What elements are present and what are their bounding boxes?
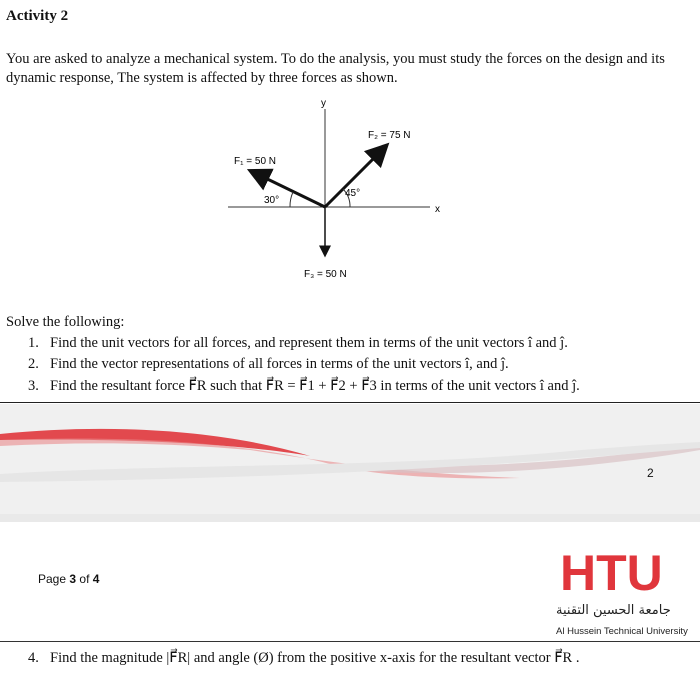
page-current: 3	[69, 572, 77, 586]
divider-line	[0, 641, 700, 642]
task-number: 3.	[28, 378, 39, 394]
angle-45-label: 45°	[345, 188, 361, 199]
page-of-word: of	[79, 572, 90, 586]
task-item	[28, 378, 580, 395]
solve-heading: Solve the following:	[6, 314, 125, 330]
decorative-swoosh	[0, 404, 700, 516]
page-indicator	[38, 572, 99, 586]
task-text: Find the resultant force F⃗R such that F⃗R = F⃗1 + F⃗2 + F⃗3 in terms of the unit vectors î and ĵ.	[50, 378, 580, 394]
activity-title: Activity 2	[6, 8, 69, 24]
logo-english-text: Al Hussein Technical University	[556, 626, 688, 637]
page-number: 2	[647, 466, 654, 480]
svg-text:HTU: HTU	[560, 545, 663, 600]
task-number: 1.	[28, 335, 39, 351]
task-item	[28, 650, 579, 667]
task-item	[28, 335, 568, 352]
page-total: 4	[92, 572, 100, 586]
footer-strip	[0, 514, 700, 522]
task-text: Find the magnitude |F⃗R| and angle (Ø) from the positive x-axis for the resultant vector F⃗R .	[50, 650, 580, 666]
page-prefix: Page	[38, 572, 67, 586]
task-number: 2.	[28, 356, 39, 372]
task-text: Find the vector representations of all forces in terms of the unit vectors î, and ĵ.	[50, 356, 509, 372]
angle-arc-30	[290, 192, 293, 207]
f3-label: F₃ = 50 N	[304, 269, 347, 280]
task-item	[28, 356, 509, 373]
intro-paragraph: You are asked to analyze a mechanical system. To do the analysis, you must study the forces on the design and its dynamic response, The system is affected by three forces as shown.	[6, 51, 665, 86]
x-axis-label: x	[435, 204, 440, 215]
divider-line	[0, 402, 700, 403]
f2-label: F₂ = 75 N	[368, 130, 411, 141]
task-text: Find the unit vectors for all forces, and represent them in terms of the unit vectors î and ĵ.	[50, 335, 568, 351]
y-axis-label: y	[321, 98, 326, 109]
angle-30-label: 30°	[264, 195, 280, 206]
logo-arabic-text: جامعة الحسين التقنية	[556, 603, 671, 618]
f1-label: F₁ = 50 N	[234, 156, 277, 167]
task-number: 4.	[28, 650, 39, 666]
force-diagram	[200, 95, 460, 290]
htu-logo-mark	[556, 540, 700, 600]
